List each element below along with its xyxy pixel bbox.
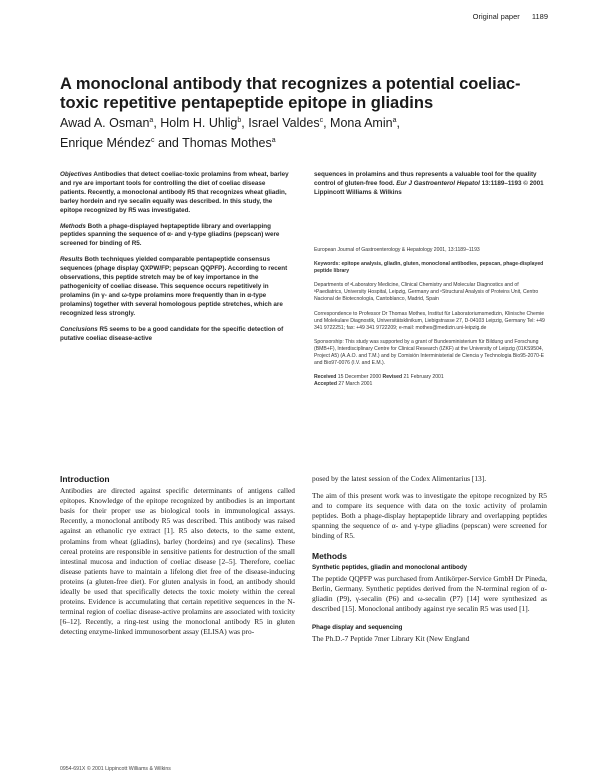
author: Mona Amin$^a$, bbox=[330, 116, 400, 131]
author-list bbox=[60, 112, 540, 152]
abstract-objectives: Objectives Antibodies that detect coeliac-toxic prolamins from wheat, barley and rye are important tools for controlling the diet of coeliac disease patients. Recently, a monoclonal antibody R5 that recognizes wheat gliadin, barley hordein and rye secalin equally was described. In this study, the epitope recognized by R5 was investigated. bbox=[60, 171, 289, 214]
abstract-left bbox=[60, 171, 292, 350]
abstract-methods: Methods Both a phage-displayed heptapeptide library and overlapping peptides spanning the sequence of α- and γ-type gliadins (pepscan) were screened for binding of R5. bbox=[60, 222, 280, 248]
received-date: Received 15 December 2000 Revised 21 February 2001 bbox=[314, 374, 444, 381]
sponsorship: Sponsorship: This study was supported by a grant of Bundesministerium für Bildung und Forschung (BMB+F), Interdisciplinary Centre for Clinical Research (IZKF) at the University of Leipzig (01KS9504, Project A5) (A.A.O. and T.M.) and by Comisión Interministerial de Ciencia y Technologia Bio95-2070-E and Bio97-0076 (I.V. and E.M.). bbox=[314, 338, 544, 367]
intro-continued: posed by the latest session of the Codex Alimentarius [13]. bbox=[312, 474, 487, 483]
keywords: Keywords: epitope analysis, gliadin, gluten, monoclonal antibodies, pepscan, phage-displayed peptide library bbox=[314, 261, 544, 275]
methods-heading: Methods bbox=[312, 550, 347, 561]
author: Israel Valdes$^c$, bbox=[248, 116, 331, 131]
intro-paragraph: Antibodies are directed against specific determinants of antigens called epitopes. Knowledge of the epitope recognized by antibodies is an important basis for their proper use as biological tools in immunological assays. Recently, a monoclonal antibody R5 was described. This antibody was raised against an ethanolic rye extract [1]. R5 also detects, to the same extent, prolamins from wheat (gliadins), barley (hordeins) and rye (secalins). These cereal proteins are responsible in sensitive patients for destruction of the small intestinal mucosa and induction of coeliac disease [2–5]. Therefore, coeliac disease patients have to maintain a lifelong diet free of the disease-inducing proteins (a gluten-free diet). For gluten analysis in food, an antibody should ideally be used that specifically detects the toxic moiety within the cereal proteins. Evidence is accumulating that certain repetitive sequences in the N-terminal region of coeliac disease-active prolamins are associated with toxicity [6–12]. Recently, a ring-test using the monoclonal antibody R5 in gluten detecting enzyme-linked immunosorbent assay (ELISA) was pro- bbox=[60, 486, 295, 637]
methods-phage-text: The Ph.D.-7 Peptide 7mer Library Kit (New England bbox=[312, 634, 470, 644]
article-type: Original paper bbox=[472, 12, 520, 21]
abstract-right bbox=[314, 171, 546, 205]
methods-subheading-phage: Phage display and sequencing bbox=[312, 624, 403, 632]
abstract-continued: sequences in prolamins and thus represents a valuable tool for the quality control of gluten-free food. Eur J Gastroenterol Hepatol 13:1189–1193 © 2001 Lippincott Williams & Wilkins bbox=[314, 171, 544, 196]
author: Awad A. Osman$^a$, bbox=[60, 116, 161, 131]
accepted-date: Accepted 27 March 2001 bbox=[314, 381, 373, 388]
author: Holm H. Uhlig$^b$, bbox=[160, 116, 249, 131]
running-header bbox=[463, 12, 548, 21]
body-right-column bbox=[312, 474, 547, 644]
copyright-footer: 0954-691X © 2001 Lippincott Williams & Wilkins bbox=[60, 766, 171, 772]
correspondence: Correspondence to Professor Dr Thomas Mothes, Institut für Laboratoriumsmedizin, Klinische Chemie und Molekulare Diagnostik, Universitätsklinikum, Liebigstrasse 27, D-04103 Leipzig, Germany Tel: +49 341 9722251; fax: +49 341 9722209; e-mail: mothes@medizin.uni-leipzig.de bbox=[314, 310, 545, 331]
abstract-results: Results Both techniques yielded comparable pentapeptide consensus sequences (phage display QXPW/FP; pepscan QQPFP). According to recent observations, this peptide stretch may be of key importance in the pathogenicity of coeliac disease. This sequence occurs repetitively in prolamins (in γ- and ω-type prolamins more frequently than in α-type prolamins) together with several homologous peptide stretches, which are recognized less strongly. bbox=[60, 256, 288, 317]
author: Enrique Méndez$^c$ and bbox=[60, 136, 183, 151]
affiliations: Departments of ᵃLaboratory Medicine, Clinical Chemistry and Molecular Diagnostics and of ᵇPaediatrics, University Hospital, Leipzig, Germany and ᶜStructural Analysis of Proteins Unit, Centro Nacional de Biotecnología, Cantoblanco, Madrid, Spain bbox=[314, 282, 539, 303]
article-meta bbox=[314, 247, 546, 388]
body-left-column bbox=[60, 474, 295, 638]
article-title: A monoclonal antibody that recognizes a potential coeliac-toxic repetitive pentapeptide epitope in gliadins bbox=[60, 75, 521, 112]
methods-peptides-text: The peptide QQPFP was purchased from Antikörper-Service GmbH Dr Pineda, Berlin, Germany. Synthetic peptides derived from the N-terminal region of α-gliadin (P9), γ-secalin (P6) and ω-secalin (P7) [14] were synthesized as described [15]. Monoclonal antibody against rye secalin R5 was used [1]. bbox=[312, 573, 547, 614]
intro-heading: Introduction bbox=[60, 474, 110, 484]
page-number: 1189 bbox=[531, 12, 548, 21]
intro-aim-paragraph: The aim of this present work was to investigate the epitope recognized by R5 and to compare its sequence with data on the toxic activity of prolamin peptides. Both a phage-display heptapeptide library and overlapping peptides spanning the sequence of α- and γ-type gliadins (pepscan) were screened for binding of R5. bbox=[312, 491, 547, 541]
journal-citation: European Journal of Gastroenterology & Hepatology 2001, 13:1189–1193 bbox=[314, 247, 480, 253]
abstract-conclusions: Conclusions R5 seems to be a good candidate for the specific detection of putative coeliac disease-active bbox=[60, 325, 284, 342]
author: Thomas Mothes$^a$ bbox=[182, 136, 276, 151]
methods-subheading-peptides: Synthetic peptides, gliadin and monoclonal antibody bbox=[312, 563, 468, 571]
